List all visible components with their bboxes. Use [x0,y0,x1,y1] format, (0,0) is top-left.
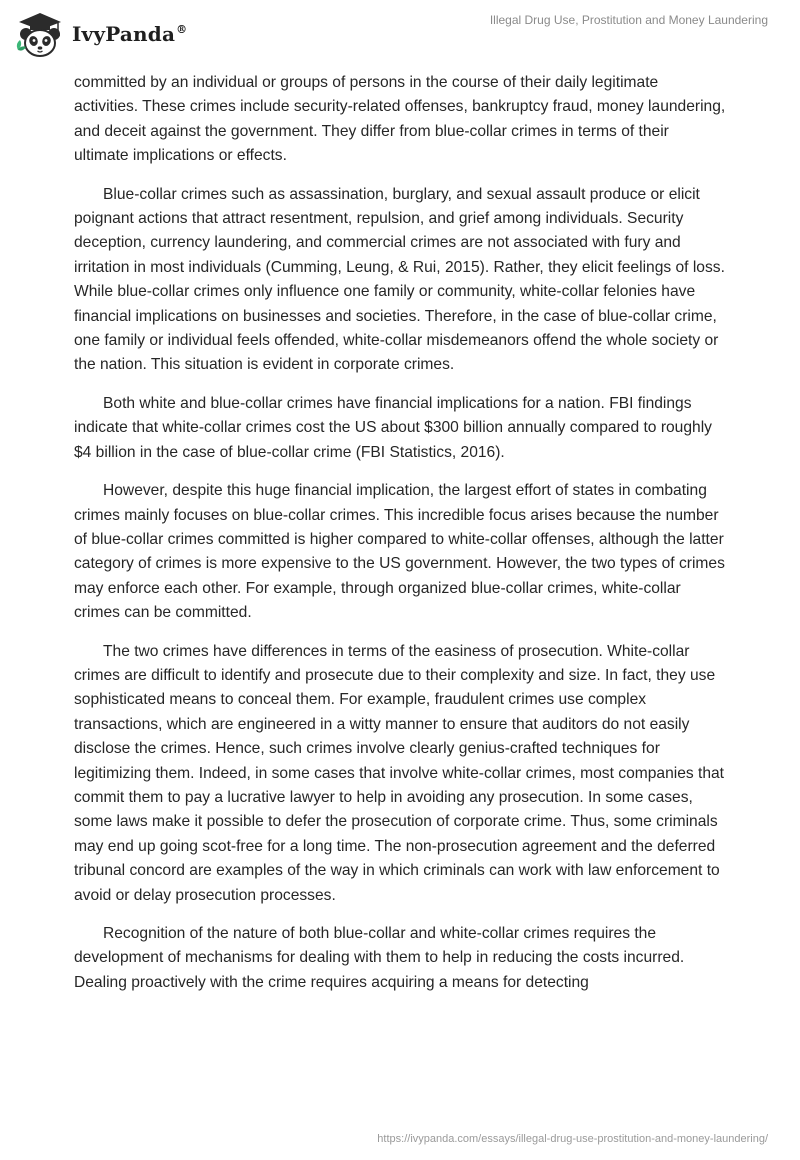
paragraph: Recognition of the nature of both blue-collar and white-collar crimes requires the development of mechanisms for dealing with them to help in reducing the costs incurred. Dealing proactively with the crime requires acquiring a means for detecting [74,925,685,991]
document-title: Illegal Drug Use, Prostitution and Money Laundering [489,13,768,27]
brand-name: IvyPanda® [72,22,188,46]
panda-graduate-icon [14,10,66,58]
paragraph: committed by an individual or groups of persons in the course of their daily legitimate activities. These crimes include security-related offenses, bankruptcy fraud, money laundering, and deceit against the government. They differ from blue-collar crimes in terms of their ultimate implications or effects. [74,74,726,165]
ivypanda-logo[interactable] [14,10,187,58]
source-url[interactable]: https://ivypanda.com/essays/illegal-drug-use-prostitution-and-money-laundering/ [377,1133,768,1145]
paragraph: Both white and blue-collar crimes have financial implications for a nation. FBI findings indicate that white-collar crimes cost the US about $300 billion annually compared to roughly $4 billion in the case of blue-collar crime (FBI Statistics, 2016). [74,394,712,461]
page-header [0,0,800,70]
paragraph: The two crimes have differences in terms of the easiness of prosecution. White-collar crimes are difficult to identify and prosecute due to their complexity and size. In fact, they use sophisticated means to conceal them. For example, fraudulent crimes use complex transactions, which are engineered in a witty manner to ensure that auditors do not easily disclose the crimes. Hence, such crimes involve clearly genius-crafted techniques for legitimizing them. Indeed, in some cases that involve white-collar crimes, most companies that commit them to pay a lucrative lawyer to help in avoiding any prosecution. In some cases, some laws make it possible to defer the prosecution of corporate crime. Thus, some criminals may end up going scot-free for a long time. The non-prosecution agreement and the deferred tribunal concord are examples of the way in which criminals can work with law enforcement to avoid or delay prosecution processes. [74,642,725,904]
paragraph: Blue-collar crimes such as assassination, burglary, and sexual assault produce or elicit poignant actions that attract resentment, repulsion, and grief among individuals. Security deception, currency laundering, and commercial crimes are not associated with fury and irritation in most individuals (Cumming, Leung, & Rui, 2015). Rather, they elicit feelings of loss. While blue-collar crimes only influence one family or community, white-collar felonies have financial implications on businesses and societies. Therefore, in the case of blue-collar crime, one family or individual feels offended, white-collar misdemeanors offend the whole society or the nation. This situation is evident in corporate crimes. [74,185,725,374]
essay-body [74,71,726,1009]
paragraph: However, despite this huge financial implication, the largest effort of states in combating crimes mainly focuses on blue-collar crimes. This incredible focus arises because the number of blue-collar crimes committed is higher compared to white-collar offenses, although the latter category of crimes is more expensive to the US government. However, the two types of crimes may enforce each other. For example, through organized blue-collar crimes, white-collar crimes can be committed. [74,482,725,622]
